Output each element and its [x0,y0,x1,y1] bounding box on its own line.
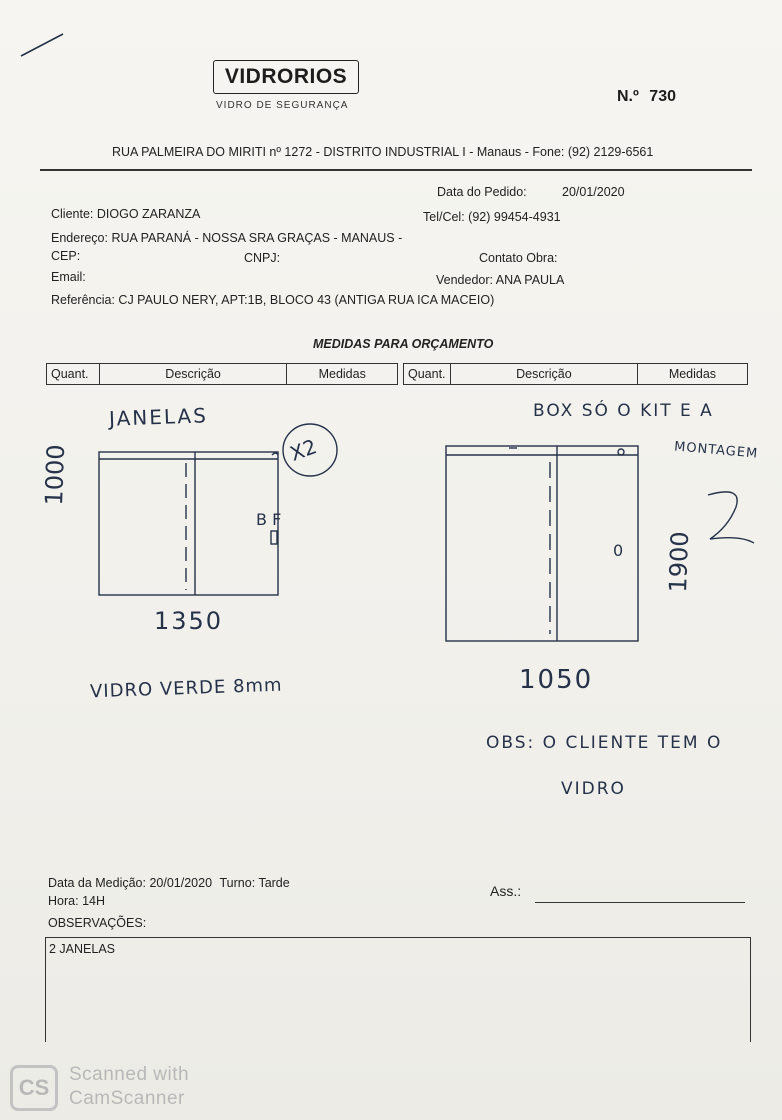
reference-label: Referência: [51,293,115,307]
address-value: RUA PARANÁ - NOSSA SRA GRAÇAS - MANAUS - [111,231,403,245]
number-value: 730 [649,88,676,105]
shift-value: Tarde [258,876,290,890]
sketch-right-width: 1050 [519,665,594,695]
watermark-line-2: CamScanner [69,1088,185,1109]
shift-label: Turno: [219,876,256,890]
col-desc: Descrição [451,364,638,385]
email-label: Email: [51,270,86,284]
time-label: Hora: [48,894,79,908]
measure-date: 20/01/2020 [149,876,213,890]
company-address: RUA PALMEIRA DO MIRITI nº 1272 - DISTRITO INDUSTRIAL I - Manaus - Fone: (92) 2129-6561 [112,145,654,159]
sketch-right-note-1: OBS: O CLIENTE TEM O [486,733,723,753]
col-measures: Medidas [287,364,398,385]
time-value: 14H [82,894,105,908]
camscanner-logo: CS [10,1065,58,1111]
sketch-right-mark: 0 [613,541,624,560]
order-date-label: Data do Pedido: [437,185,527,199]
sketch-left-marks: B F [256,510,282,529]
col-desc: Descrição [99,364,287,385]
col-measures: Medidas [637,364,747,385]
client-label: Cliente: [51,207,94,221]
contact-label: Contato Obra: [479,251,558,265]
reference-value: CJ PAULO NERY, APT:1B, BLOCO 43 (ANTIGA RUA ICA MACEIO) [118,293,495,307]
col-qty: Quant. [47,364,100,385]
sketch-left-note: VIDRO VERDE 8mm [89,674,283,703]
seller-label: Vendedor: [436,273,493,287]
client-name: DIOGO ZARANZA [96,207,201,221]
measures-title: MEDIDAS PARA ORÇAMENTO [313,337,494,351]
company-logo: VIDRORIOS [213,60,359,94]
watermark-line-1: Scanned with [69,1064,190,1085]
sketch-left-width: 1350 [154,607,224,635]
measure-date-row [48,876,290,890]
sketch-right-title-2: MONTAGEM [673,439,759,462]
sketch-right-height: 1900 [664,530,695,593]
sketch-left-multiplier: X2 [286,434,320,466]
sketch-right-title: BOX SÓ O KIT E A [533,401,714,421]
cnpj-label: CNPJ: [244,251,281,265]
number-label: N.º [617,88,639,105]
sketch-left-height: 1000 [40,443,71,506]
notes-label: OBSERVAÇÕES: [48,916,147,930]
phone-value: (92) 99454-4931 [468,210,561,224]
order-date: 20/01/2020 [562,185,625,199]
signature-label: Ass.: [490,883,522,899]
sketch-left-title: JANELAS [108,403,209,431]
cep-label: CEP: [51,249,81,263]
seller-name: ANA PAULA [495,273,565,287]
time-row [48,894,105,908]
measure-date-label: Data da Medição: [48,876,146,890]
notes-box [45,937,751,1042]
sketch-right-note-2: VIDRO [561,779,626,799]
company-tagline: VIDRO DE SEGURANÇA [216,100,349,111]
notes-text: 2 JANELAS [49,942,116,956]
address-label: Endereço: [51,231,108,245]
box-sketch [446,446,754,641]
signature-line [535,902,745,903]
phone-label: Tel/Cel: [423,210,465,224]
col-qty: Quant. [404,364,451,385]
